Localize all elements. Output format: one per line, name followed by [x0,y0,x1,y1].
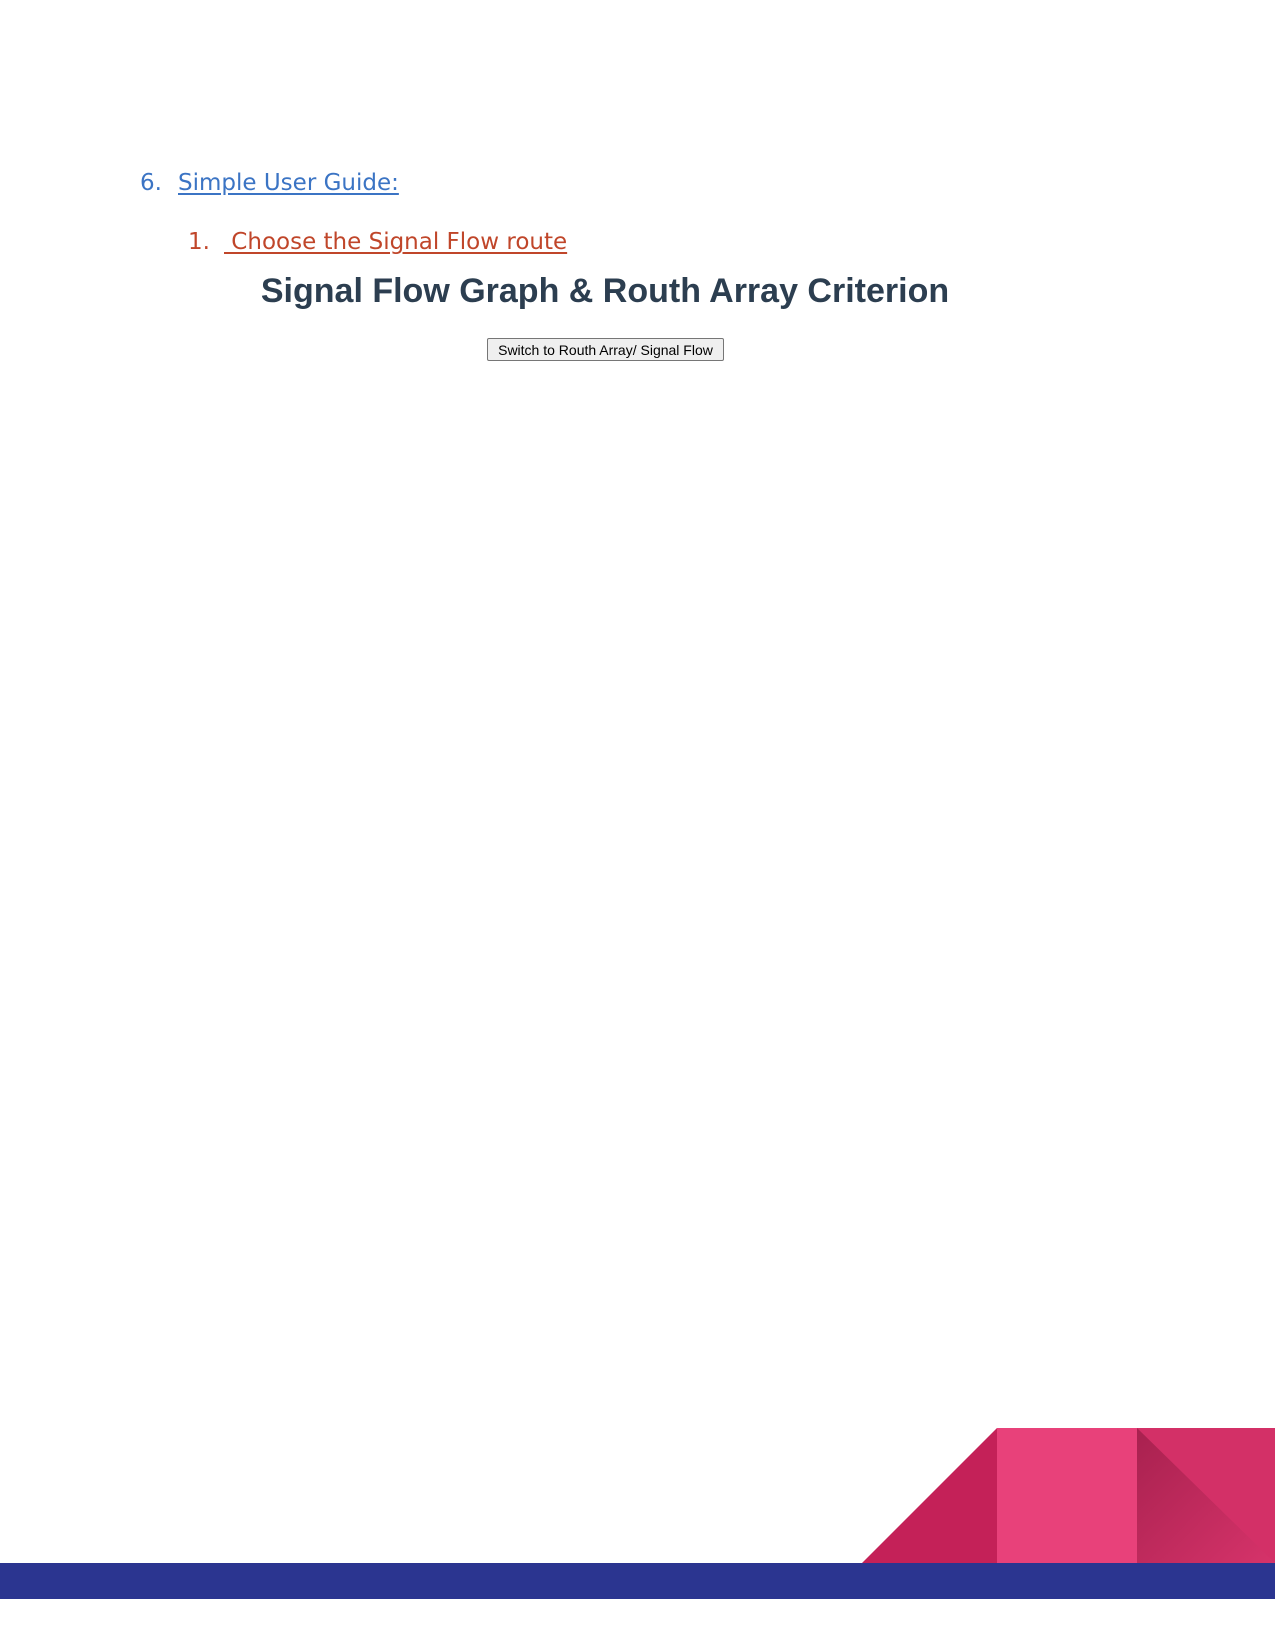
switch-mode-button[interactable]: Switch to Routh Array/ Signal Flow [487,338,724,361]
step-number: 1. [188,229,210,255]
step-link-choose-signal-flow[interactable]: Choose the Signal Flow route [224,229,568,255]
section-heading [140,170,399,196]
footer-right-block [1137,1428,1275,1563]
section-number: 6. [140,170,162,196]
section-link-simple-user-guide[interactable]: Simple User Guide: [178,170,399,196]
footer-crimson-triangle [862,1428,997,1563]
footer-pink-block [997,1428,1137,1563]
app-title: Signal Flow Graph & Routh Array Criterion [260,272,950,310]
footer-navy-band [0,1563,1275,1599]
step-heading [188,229,567,255]
footer-shade-triangle [1137,1428,1275,1563]
